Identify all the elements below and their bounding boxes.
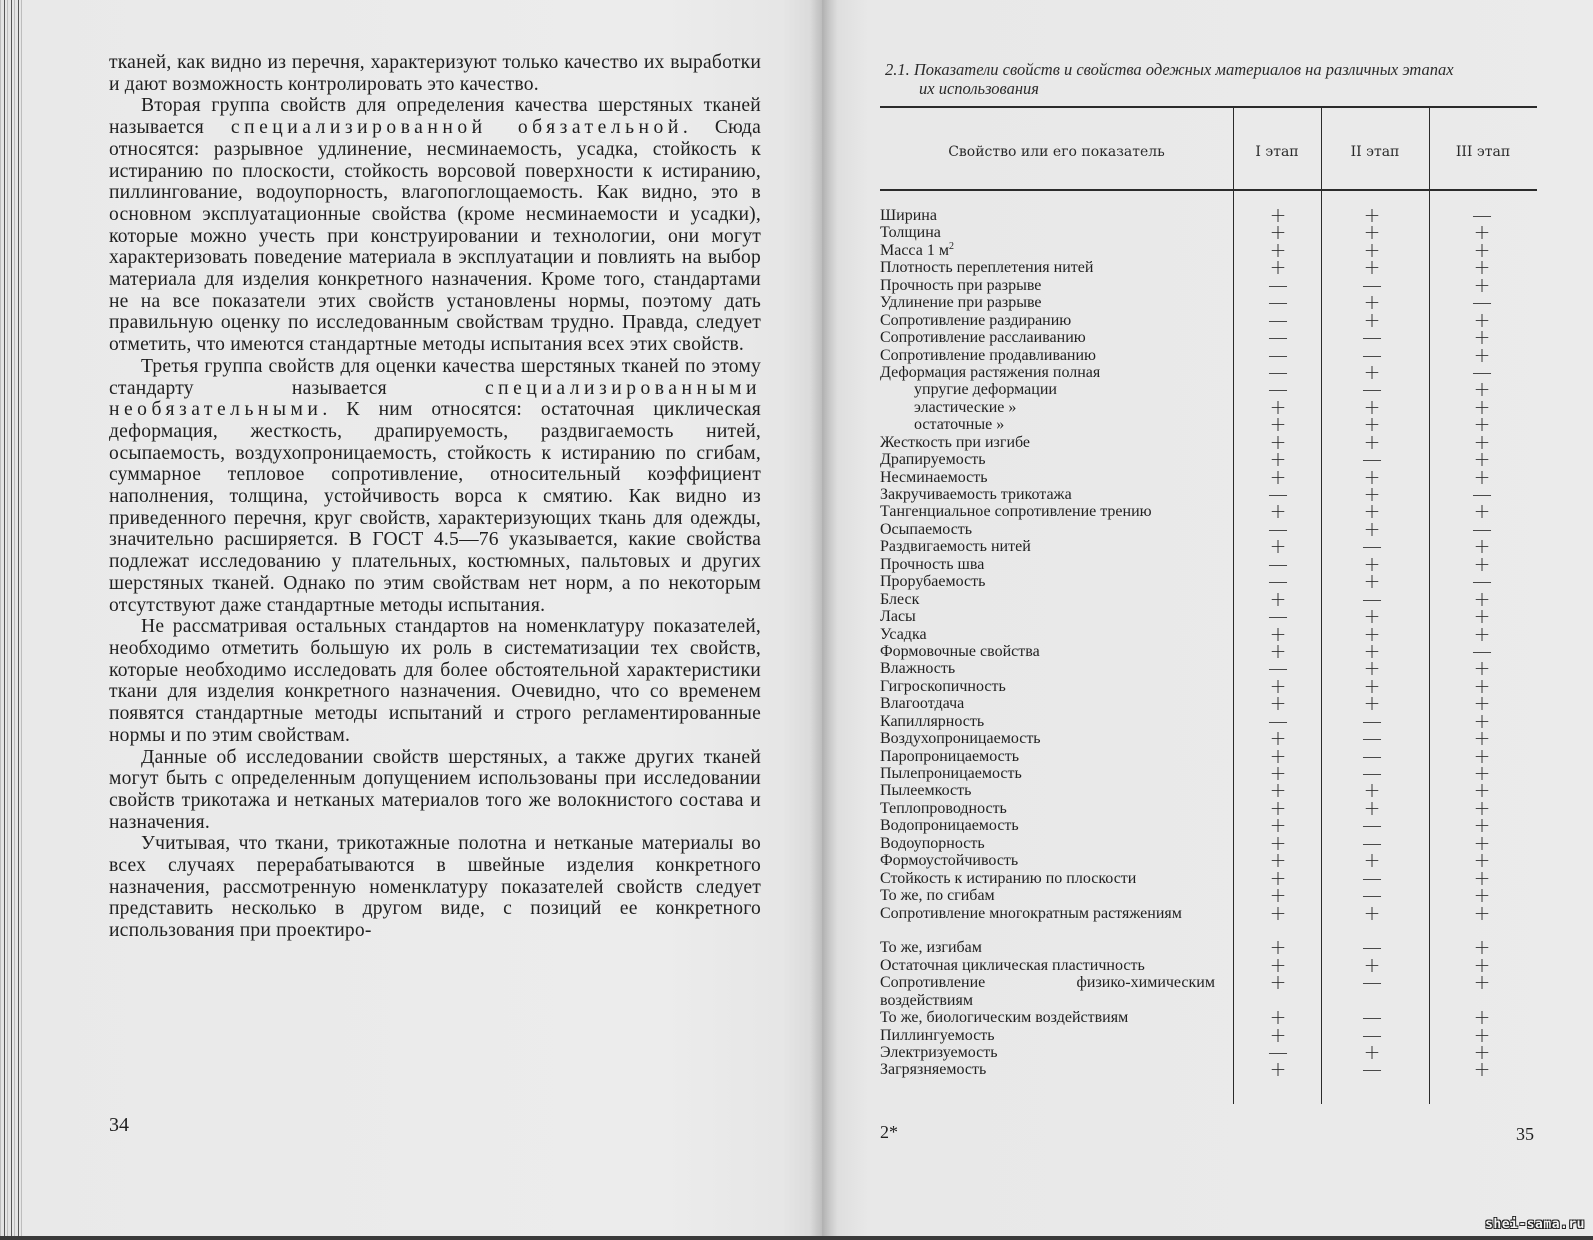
row-label: Прочность при разрыве <box>880 276 1042 294</box>
stage-3-mark: + <box>1473 551 1491 576</box>
stage-3-mark: + <box>1473 412 1491 437</box>
stage-3-mark: + <box>1473 691 1491 716</box>
table-row <box>880 220 1540 245</box>
row-label: Деформация растяжения полная <box>880 363 1101 381</box>
stage-1-mark: + <box>1269 394 1287 419</box>
stage-2-mark: + <box>1363 1040 1381 1065</box>
stage-3-mark: + <box>1473 848 1491 873</box>
stage-1-mark: + <box>1269 203 1287 227</box>
stage-2-mark: + <box>1363 900 1381 925</box>
stage-1-mark: — <box>1268 290 1288 315</box>
stage-1-mark: + <box>1269 586 1287 611</box>
table-row <box>880 673 1540 698</box>
stage-2-mark: + <box>1363 569 1381 594</box>
stage-1-mark: + <box>1269 691 1287 716</box>
stage-3-mark: + <box>1473 447 1491 472</box>
stage-3-mark: + <box>1473 813 1491 838</box>
table-row <box>880 952 1540 977</box>
table-top-rule <box>880 106 1537 108</box>
table-row <box>880 1040 1540 1065</box>
column-header-stage-3: III этап <box>1455 144 1511 160</box>
stage-2-mark: — <box>1362 377 1382 402</box>
stage-2-mark: — <box>1362 970 1382 995</box>
table-row <box>880 534 1540 559</box>
stage-3-mark: + <box>1473 830 1491 855</box>
row-label: Водопроницаемость <box>880 817 1019 835</box>
stage-1-mark: + <box>1269 1057 1287 1082</box>
stage-2-mark: — <box>1362 865 1382 890</box>
page-bottom-edge <box>0 1236 1593 1240</box>
stage-2-mark: + <box>1363 359 1381 384</box>
column-header-property: Свойство или его показатель <box>948 144 1165 160</box>
stage-1-mark: — <box>1268 551 1288 576</box>
row-label: Раздвигаемость нитей <box>880 538 1031 556</box>
stage-3-mark: + <box>1473 935 1491 960</box>
signature-mark: 2* <box>880 1122 898 1142</box>
stage-1-mark: + <box>1269 848 1287 873</box>
stage-1-mark: + <box>1269 830 1287 855</box>
stage-1-mark: + <box>1269 447 1287 472</box>
stage-2-mark: — <box>1362 342 1382 367</box>
row-label: Масса 1 $м^2$ <box>880 240 954 259</box>
row-label: Пылепроницаемость <box>880 765 1022 782</box>
row-label: Паропроницаемость <box>880 747 1020 765</box>
stage-3-mark: — <box>1472 569 1492 594</box>
row-label: Удлинение при разрыве <box>880 294 1042 312</box>
row-label: Драпируемость <box>880 451 986 469</box>
stage-3-mark: + <box>1473 865 1491 890</box>
row-label: Формоустойчивость <box>880 852 1019 870</box>
stage-3-mark: — <box>1472 203 1492 227</box>
table-row <box>880 743 1540 768</box>
table-row <box>880 830 1540 855</box>
table-row <box>880 325 1540 350</box>
row-label: эластические » <box>914 398 1017 416</box>
stage-1-mark: — <box>1268 342 1288 367</box>
table-row <box>880 342 1540 367</box>
row-label: Пиллингуемость <box>880 1026 995 1044</box>
stage-2-mark: + <box>1363 848 1381 873</box>
book-spine-edge <box>0 0 22 1240</box>
table-row <box>880 290 1540 315</box>
stage-1-mark: — <box>1268 516 1288 541</box>
left-page-body <box>109 52 761 942</box>
paragraph: Не рассматривая остальных стандартов на номенклатуру показателей, необходимо отметить большую их роль в систематизации тех свойств, которые необходимо исследовать для более обстоятельной характеристики ткани для изделия конкретного назначения. Очевидно, что со временем появятся стандартные методы испытаний и строго регламентированные нормы и по этим свойствам. <box>109 616 761 746</box>
stage-3-mark: + <box>1473 952 1491 977</box>
stage-3-mark: — <box>1472 482 1492 506</box>
table-row <box>880 761 1540 785</box>
table-caption: 2.1. Показатели свойств и свойства одежных материалов на различных этапах их использования <box>885 60 1454 98</box>
stage-3-mark: + <box>1473 534 1491 559</box>
stage-3-mark: + <box>1473 604 1491 629</box>
emphasized-term: специализированной обязательной <box>230 117 683 139</box>
stage-3-mark: + <box>1473 307 1491 332</box>
watermark: shei-sama.ru <box>1485 1217 1585 1232</box>
stage-3-mark: + <box>1473 778 1491 803</box>
stage-1-mark: + <box>1269 673 1287 698</box>
stage-2-mark: + <box>1363 621 1381 646</box>
row-label: Электризуемость <box>880 1044 998 1062</box>
page-number-left: 34 <box>109 1114 129 1136</box>
stage-2-mark: + <box>1363 307 1381 332</box>
stage-2-mark: + <box>1363 952 1381 977</box>
row-label: Сопротивление физико-химическим воздействиям <box>880 974 1215 1009</box>
stage-3-mark: + <box>1473 394 1491 419</box>
table-row <box>880 656 1540 681</box>
table-row <box>880 1057 1540 1082</box>
table-row <box>880 621 1540 646</box>
table-row <box>880 935 1540 960</box>
center-fold <box>810 0 838 1240</box>
paragraph: Учитывая, что ткани, трикотажные полотна и нетканые материалы во всех случаях перерабатываются в швейные изделия конкретного назначения, рассмотренную номенклатуру показателей свойств следует представить несколько в другом виде, с позиций ее конкретного использования при проектиро- <box>109 833 761 942</box>
table-row <box>880 203 1540 227</box>
stage-3-mark: — <box>1472 638 1492 663</box>
stage-2-mark: — <box>1362 743 1382 768</box>
stage-1-mark: + <box>1269 534 1287 559</box>
table-row <box>880 412 1540 437</box>
stage-3-mark: + <box>1473 220 1491 245</box>
row-label: Сопротивление раздиранию <box>880 311 1072 329</box>
stage-2-mark: + <box>1363 394 1381 419</box>
stage-2-mark: + <box>1363 551 1381 576</box>
stage-3-mark: + <box>1473 726 1491 751</box>
stage-2-mark: + <box>1363 237 1381 262</box>
stage-2-mark: + <box>1363 220 1381 245</box>
table-row <box>880 795 1540 820</box>
emphasized-term: специализированными необязательными <box>109 377 761 421</box>
table-row <box>880 708 1540 733</box>
stage-2-mark: + <box>1363 499 1381 524</box>
table-row <box>880 464 1540 489</box>
stage-1-mark: — <box>1268 708 1288 733</box>
stage-2-mark: + <box>1363 203 1381 227</box>
stage-2-mark: — <box>1362 813 1382 838</box>
stage-2-mark: — <box>1362 534 1382 559</box>
stage-1-mark: — <box>1268 272 1288 297</box>
table-row <box>880 394 1540 419</box>
stage-2-mark: + <box>1363 516 1381 541</box>
stage-1-mark: + <box>1269 621 1287 646</box>
stage-1-mark: + <box>1269 900 1287 925</box>
stage-2-mark: + <box>1363 482 1381 506</box>
stage-3-mark: + <box>1473 795 1491 820</box>
stage-1-mark: + <box>1269 255 1287 280</box>
stage-2-mark: — <box>1362 447 1382 472</box>
stage-3-mark: + <box>1473 499 1491 524</box>
table-header-rule <box>880 189 1537 191</box>
table-row <box>880 900 1540 940</box>
row-label: Влажность <box>880 660 956 678</box>
table-row <box>880 482 1540 506</box>
table-row <box>880 848 1540 873</box>
stage-1-mark: + <box>1269 638 1287 663</box>
row-label: Тангенциальное сопротивление трению <box>880 503 1152 521</box>
stage-3-mark: + <box>1473 883 1491 908</box>
stage-2-mark: + <box>1363 673 1381 698</box>
stage-3-mark: + <box>1473 237 1491 262</box>
stage-2-mark: + <box>1363 638 1381 663</box>
stage-1-mark: + <box>1269 813 1287 838</box>
stage-1-mark: + <box>1269 237 1287 262</box>
stage-1-mark: — <box>1268 656 1288 681</box>
row-label: упругие деформации <box>914 381 1057 399</box>
stage-3-mark: + <box>1473 325 1491 350</box>
stage-1-mark: — <box>1268 325 1288 350</box>
stage-1-mark: — <box>1268 307 1288 332</box>
table-row <box>880 691 1540 716</box>
row-label: Закручиваемость трикотажа <box>880 486 1072 503</box>
table-row <box>880 970 1540 1009</box>
stage-1-mark: + <box>1269 883 1287 908</box>
stage-3-mark: + <box>1473 342 1491 367</box>
stage-1-mark: + <box>1269 935 1287 960</box>
row-label: Прочность шва <box>880 555 985 573</box>
stage-3-mark: + <box>1473 900 1491 925</box>
table-row <box>880 638 1540 663</box>
stage-3-mark: — <box>1472 359 1492 384</box>
row-label: Капиллярность <box>880 712 985 730</box>
row-label: Сопротивление продавливанию <box>880 346 1096 364</box>
stage-1-mark: + <box>1269 865 1287 890</box>
stage-1-mark: + <box>1269 1022 1287 1047</box>
table-body <box>880 203 1540 1082</box>
row-label: Сопротивление многократным растяжениям <box>880 904 1182 922</box>
stage-3-mark: + <box>1473 1022 1491 1047</box>
table-row <box>880 586 1540 611</box>
stage-2-mark: + <box>1363 412 1381 437</box>
stage-1-mark: + <box>1269 220 1287 245</box>
stage-2-mark: — <box>1362 586 1382 611</box>
row-label: Остаточная циклическая пластичность <box>880 956 1145 974</box>
table-row <box>880 447 1540 472</box>
paragraph: Вторая группа свойств для определения качества шерстяных тканей называется специализированной обязательной. Сюда относятся: разрывное удлинение, несминаемость, усадка, стойкость к истиранию по плоскости, стойкость ворсовой поверхности к истиранию, пиллингование, водоупорность, влагопоглощаемость. Как видно, это в основном эксплуатационные свойства (кроме несминаемости и усадки), которые можно учесть при конструировании и технологии, они могут характеризовать поведение материала в эксплуатации и повлиять на выбор материала для изделия конкретного назначения. Кроме того, стандартами не на все показатели этих свойств установлены нормы, поэтому дать правильную оценку по исследованным свойствам трудно. Правда, следует отметить, что имеются стандартные методы испытания всех этих свойств. <box>109 95 761 356</box>
row-label: Усадка <box>880 625 927 643</box>
stage-2-mark: — <box>1362 272 1382 297</box>
stage-3-mark: + <box>1473 970 1491 995</box>
table-row <box>880 1005 1540 1030</box>
stage-2-mark: — <box>1362 883 1382 908</box>
stage-1-mark: + <box>1269 952 1287 977</box>
row-label: То же, биологическим воздействиям <box>880 1009 1129 1027</box>
stage-1-mark: + <box>1269 726 1287 751</box>
row-label: Ширина <box>880 207 937 224</box>
table-row <box>880 726 1540 751</box>
stage-2-mark: + <box>1363 656 1381 681</box>
stage-3-mark: + <box>1473 761 1491 785</box>
row-label: Воздухопроницаемость <box>880 730 1041 748</box>
stage-2-mark: — <box>1362 1005 1382 1030</box>
stage-3-mark: + <box>1473 429 1491 454</box>
row-label: Загрязняемость <box>880 1061 987 1079</box>
table-row <box>880 377 1540 402</box>
stage-1-mark: + <box>1269 970 1287 995</box>
row-label: Влагоотдача <box>880 695 965 713</box>
stage-3-mark: + <box>1473 272 1491 297</box>
stage-2-mark: — <box>1362 761 1382 785</box>
stage-2-mark: — <box>1362 726 1382 751</box>
row-label: Осыпаемость <box>880 520 973 538</box>
stage-3-mark: + <box>1473 743 1491 768</box>
stage-3-mark: — <box>1472 516 1492 541</box>
table-row <box>880 255 1540 280</box>
stage-2-mark: + <box>1363 464 1381 489</box>
table-row <box>880 604 1540 629</box>
row-label: остаточные » <box>914 416 1005 434</box>
stage-1-mark: + <box>1269 429 1287 454</box>
table-row <box>880 516 1540 541</box>
row-label: Ласы <box>880 608 916 626</box>
stage-1-mark: — <box>1268 569 1288 594</box>
stage-1-mark: — <box>1268 377 1288 402</box>
stage-2-mark: + <box>1363 255 1381 280</box>
stage-3-mark: + <box>1473 464 1491 489</box>
stage-3-mark: + <box>1473 586 1491 611</box>
row-label: Плотность переплетения нитей <box>880 259 1094 277</box>
stage-2-mark: — <box>1362 830 1382 855</box>
stage-1-mark: + <box>1269 778 1287 803</box>
page-number-right: 35 <box>1516 1124 1534 1144</box>
table-row <box>880 778 1540 803</box>
paragraph: Данные об исследовании свойств шерстяных, а также других тканей могут быть с определенным допущением использованы при исследовании свойств трикотажа и нетканых материалов того же волокнистого состава и назначения. <box>109 746 761 833</box>
stage-1-mark: — <box>1268 482 1288 506</box>
stage-1-mark: + <box>1269 412 1287 437</box>
stage-2-mark: — <box>1362 935 1382 960</box>
stage-2-mark: — <box>1362 1022 1382 1047</box>
row-label: Жесткость при изгибе <box>880 433 1031 451</box>
stage-1-mark: + <box>1269 464 1287 489</box>
stage-2-mark: + <box>1363 604 1381 629</box>
stage-3-mark: + <box>1473 673 1491 698</box>
stage-3-mark: + <box>1473 255 1491 280</box>
stage-3-mark: + <box>1473 621 1491 646</box>
table-row <box>880 307 1540 332</box>
table-row <box>880 272 1540 297</box>
stage-1-mark: — <box>1268 604 1288 629</box>
stage-1-mark: + <box>1269 743 1287 768</box>
row-label: Прорубаемость <box>880 573 986 591</box>
column-header-stage-1: I этап <box>1255 144 1299 160</box>
row-label: Несминаемость <box>880 468 988 486</box>
stage-1-mark: — <box>1268 359 1288 384</box>
table-row <box>880 429 1540 454</box>
stage-2-mark: + <box>1363 691 1381 716</box>
paragraph: тканей, как видно из перечня, характеризуют только качество их выработки и дают возможность контролировать это качество. <box>109 52 761 95</box>
stage-3-mark: + <box>1473 1057 1491 1082</box>
row-label: Пылеемкость <box>880 782 972 800</box>
table-row <box>880 813 1540 838</box>
table-row <box>880 1022 1540 1047</box>
table-row <box>880 551 1540 576</box>
stage-3-mark: + <box>1473 377 1491 402</box>
column-header-stage-2: II этап <box>1350 144 1400 160</box>
table-row <box>880 569 1540 594</box>
table-row <box>880 499 1540 524</box>
row-label: Формовочные свойства <box>880 642 1040 660</box>
row-label: То же, изгибам <box>880 939 982 957</box>
row-label: Водоупорность <box>880 834 985 852</box>
table-row <box>880 359 1540 384</box>
stage-1-mark: + <box>1269 1005 1287 1030</box>
stage-3-mark: + <box>1473 1040 1491 1065</box>
stage-2-mark: + <box>1363 778 1381 803</box>
row-label: Сопротивление расслаиванию <box>880 329 1086 347</box>
stage-2-mark: — <box>1362 325 1382 350</box>
table-row <box>880 865 1540 890</box>
table-row <box>880 883 1540 908</box>
row-label: Теплопроводность <box>880 799 1007 817</box>
stage-3-mark: + <box>1473 708 1491 733</box>
stage-2-mark: + <box>1363 290 1381 315</box>
stage-2-mark: — <box>1362 1057 1382 1082</box>
table-row <box>880 237 1540 262</box>
stage-2-mark: + <box>1363 795 1381 820</box>
stage-3-mark: + <box>1473 656 1491 681</box>
row-label: Гигроскопичность <box>880 677 1006 695</box>
stage-2-mark: — <box>1362 708 1382 733</box>
stage-1-mark: — <box>1268 1040 1288 1065</box>
row-label: Толщина <box>880 224 941 242</box>
row-label: Блеск <box>880 590 920 608</box>
stage-1-mark: + <box>1269 761 1287 785</box>
row-label: То же, по сгибам <box>880 887 995 905</box>
stage-3-mark: + <box>1473 1005 1491 1030</box>
paragraph: Третья группа свойств для оценки качества шерстяных тканей по этому стандарту называется специализированными необязательными. К ним относятся: остаточная циклическая деформация, жесткость, драпируемость, раздвигаемость нитей, осыпаемость, воздухопроницаемость, стойкость к истиранию по сгибам, суммарное тепловое сопротивление, относительный коэффициент наполнения, толщина, устойчивость ворса к смятию. Как видно из приведенного перечня, круг свойств, характеризующих ткань для одежды, значительно расширяется. В ГОСТ 4.5—76 указывается, какие свойства подлежат исследованию у плательных, костюмных, пальтовых и других шерстяных тканей. Однако по этим свойствам нет норм, а по некоторым отсутствуют даже стандартные методы испытания. <box>109 355 761 616</box>
stage-2-mark: + <box>1363 429 1381 454</box>
stage-1-mark: + <box>1269 795 1287 820</box>
stage-3-mark: — <box>1472 290 1492 315</box>
stage-1-mark: + <box>1269 499 1287 524</box>
row-label: Стойкость к истиранию по плоскости <box>880 869 1137 887</box>
